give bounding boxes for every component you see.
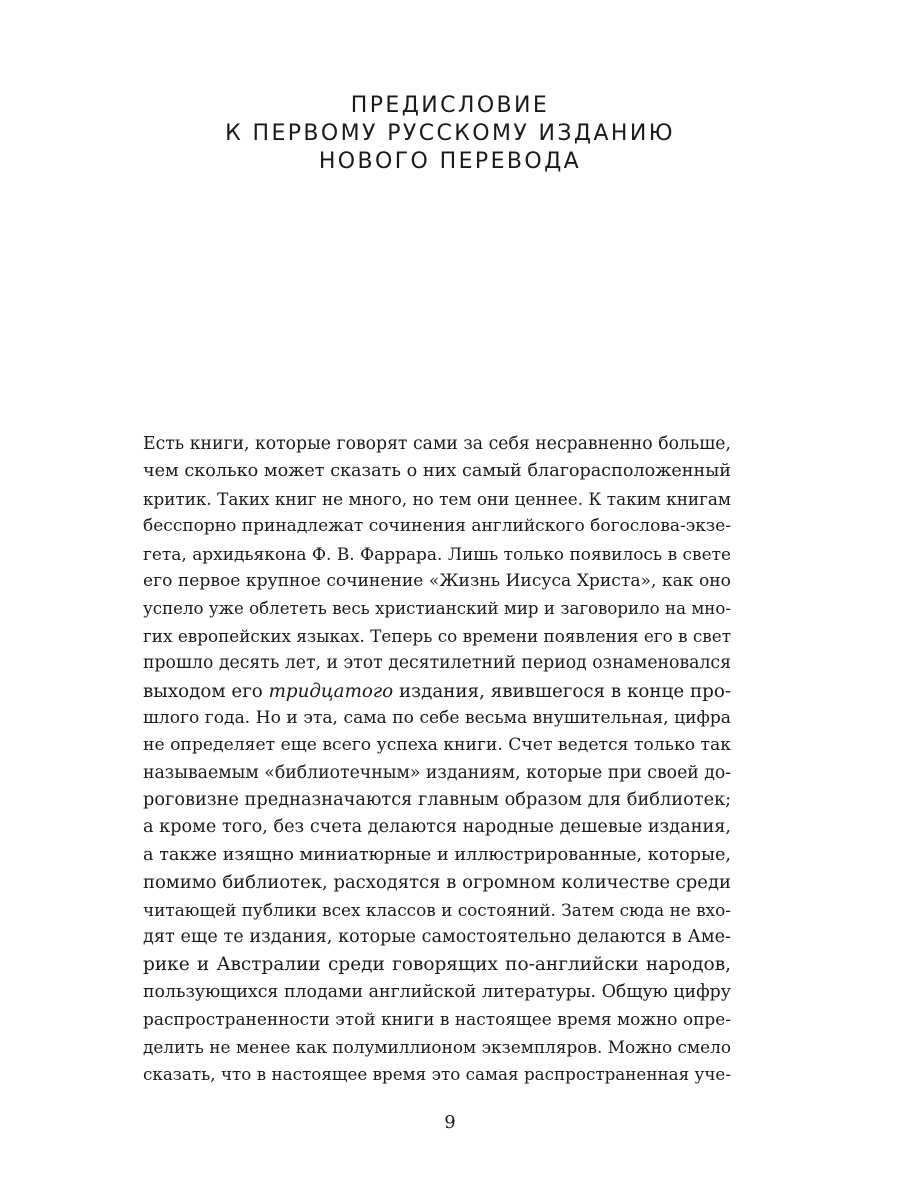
text-line: не определяет еще всего успеха книги. Счет ведется только так	[143, 735, 731, 756]
body-paragraph	[143, 431, 731, 1088]
text-line: его первое крупное сочинение «Жизнь Иисуса Христа», как оно	[143, 570, 731, 591]
text-line: чем сколько может сказать о них самый благорасположенный	[143, 461, 731, 482]
text-line: успело уже облететь весь христианский мир и заговорило на мно-	[143, 599, 731, 619]
text-line: сказать, что в настоящее время это самая распространенная уче-	[143, 1063, 731, 1084]
text-segment: издания, явившегося в конце про-	[393, 680, 731, 702]
text-line: называемым «библиотечным» изданиям, которые при своей до-	[143, 762, 732, 783]
text-segment: выходом его	[143, 680, 269, 702]
text-line: делить не менее как полумиллионом экземпляров. Можно смело	[143, 1036, 731, 1057]
text-line: Есть книги, которые говорят сами за себя несравненно больше,	[143, 434, 731, 454]
text-line: критик. Таких книг не много, но тем они ценнее. К таким книгам	[143, 488, 731, 509]
heading-line-3: НОВОГО ПЕРЕВОДА	[318, 149, 582, 174]
text-line: а кроме того, без счета делаются народные дешевые издания,	[143, 817, 731, 838]
text-line-with-italic	[143, 678, 731, 705]
text-line: прошло десять лет, и этот десятилетний период ознаменовался	[143, 653, 731, 674]
heading-line-1: ПРЕДИСЛОВИЕ	[350, 93, 550, 118]
text-line: а также изящно миниатюрные и иллюстрированные, которые,	[143, 844, 731, 865]
text-line: распространенности этой книги в настоящее время можно опре-	[143, 1009, 731, 1030]
page-number: 9	[444, 1112, 456, 1133]
heading-line-2: К ПЕРВОМУ РУССКОМУ ИЗДАНИЮ	[225, 121, 675, 146]
text-line: рике и Австралии среди говорящих по-английски народов,	[143, 954, 731, 976]
text-line: бесспорно принадлежат сочинения английского богослова-экзе-	[143, 516, 731, 537]
chapter-heading	[0, 92, 900, 176]
text-line: дят еще те издания, которые самостоятельно делаются в Аме-	[143, 927, 731, 948]
text-line: пользующихся плодами английской литературы. Общую цифру	[143, 981, 731, 1002]
text-line: шлого года. Но и эта, сама по себе весьма внушительная, цифра	[143, 707, 731, 728]
text-line: помимо библиотек, расходятся в огромном количестве среди	[143, 872, 731, 894]
text-line: гих европейских языках. Теперь со времени появления его в свет	[143, 625, 731, 646]
italic-word: тридцатого	[268, 680, 394, 702]
text-line: гета, архидьякона Ф. В. Фаррара. Лишь только появилось в свете	[143, 543, 731, 564]
text-line: читающей публики всех классов и состояний. Затем сюда не вхо-	[143, 899, 731, 920]
text-line: роговизне предназначаются главным образом для библиотек;	[143, 790, 732, 811]
